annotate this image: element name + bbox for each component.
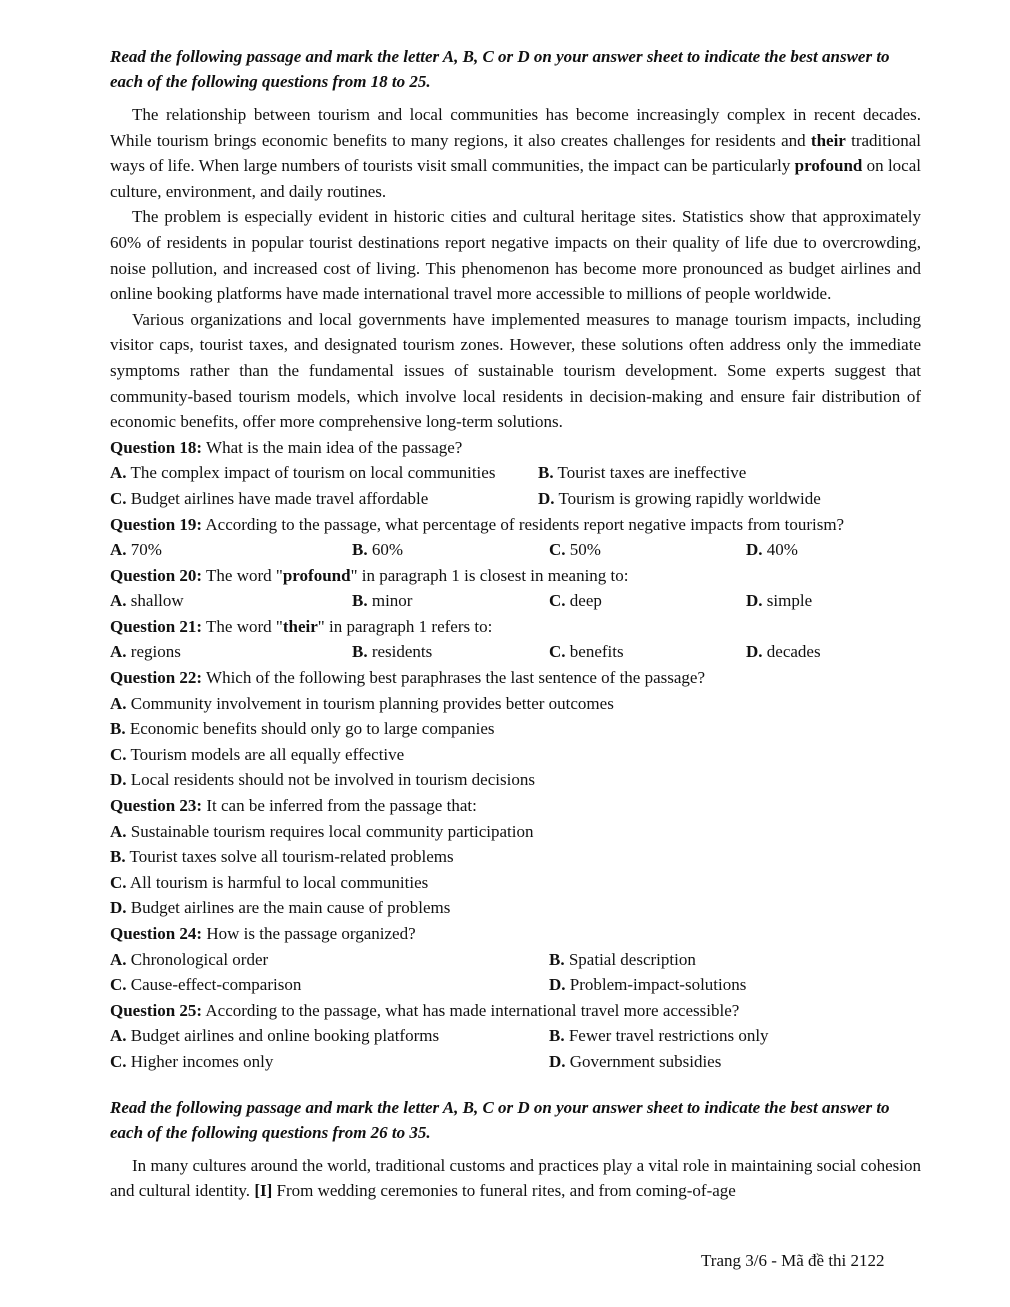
options-row <box>110 767 921 793</box>
question-text: According to the passage, what has made international travel more accessible? <box>202 1000 740 1020</box>
option-d[interactable]: D. Government subsidies <box>549 1051 722 1071</box>
options-row <box>110 895 921 921</box>
option-a[interactable]: A. Chronological order <box>110 949 269 969</box>
passage-2-paragraph-1 <box>110 1153 921 1204</box>
options-row <box>110 460 921 486</box>
passage-paragraph-3: Various organizations and local governments have implemented measures to manage tourism impacts, including visitor caps, tourist taxes, and designated tourism zones. However, these solutions often address only the immediate symptoms rather than the fundamental issues of sustainable tourism development. Some experts suggest that community-based tourism models, which involve local residents in decision-making and ensure fair distribution of economic benefits, offer more comprehensive long-term solutions. <box>110 309 921 432</box>
section-instruction-2: Read the following passage and mark the letter A, B, C or D on your answer sheet to indicate the best answer to each of the following questions from 26 to 35. <box>110 1097 890 1142</box>
option-a[interactable]: A. 70% <box>110 540 162 560</box>
option-b[interactable]: B. residents <box>352 642 433 662</box>
option-b[interactable]: B. Tourist taxes are ineffective <box>538 463 747 483</box>
question-label: Question 21: <box>110 616 203 636</box>
paragraph-text: In many cultures around the world, traditional customs and practices play a vital role in maintaining social cohesion and cultural identity. <box>110 1155 921 1201</box>
paragraph-text: From wedding ceremonies to funeral rites, and from coming-of-age <box>272 1181 736 1201</box>
question-19 <box>110 512 921 538</box>
question-text: How is the passage organized? <box>202 924 416 943</box>
question-label: Question 20: <box>110 565 203 585</box>
option-a[interactable]: A. Community involvement in tourism planning provides better outcomes <box>110 693 614 713</box>
question-18 <box>110 435 921 461</box>
paragraph-text: on local culture, environment, and daily routines. <box>110 156 921 201</box>
options-row <box>110 639 921 665</box>
options-row <box>110 1049 921 1075</box>
option-b[interactable]: B. Economic benefits should only go to large companies <box>110 719 495 739</box>
option-b[interactable]: B. Spatial description <box>549 949 696 969</box>
question-22 <box>110 665 921 691</box>
question-20: Question 20: The word "profound" in paragraph 1 is closest in meaning to: <box>110 565 629 585</box>
highlighted-word-profound: profound <box>794 156 863 176</box>
options-row <box>110 1023 921 1049</box>
question-label: Question 25: <box>110 1000 203 1020</box>
question-text: According to the passage, what percentage of residents report negative impacts from tourism? <box>202 514 845 534</box>
insertion-marker: [I] <box>254 1181 273 1201</box>
exam-page <box>110 44 921 1204</box>
option-c[interactable]: C. Tourism models are all equally effective <box>110 744 405 764</box>
option-b[interactable]: B. Fewer travel restrictions only <box>549 1026 769 1046</box>
passage-paragraph-2: The problem is especially evident in historic cities and cultural heritage sites. Statistics show that approximately 60% of residents in popular tourist destinations report negative impacts on their quality of life due to overcrowding, noise pollution, and increased cost of living. This phenomenon has become more pronounced as budget airlines and online booking platforms have made international travel more accessible to millions of people worldwide. <box>110 207 921 304</box>
question-label: Question 22: <box>110 668 203 688</box>
option-c[interactable]: C. deep <box>549 591 602 611</box>
options-row <box>110 947 921 973</box>
option-b[interactable]: B. 60% <box>352 540 404 560</box>
target-word: their <box>282 616 318 636</box>
question-23 <box>110 793 921 819</box>
option-a[interactable]: A. Budget airlines and online booking platforms <box>110 1026 440 1046</box>
target-word: profound <box>282 565 351 585</box>
option-c[interactable]: C. 50% <box>549 540 601 560</box>
option-c[interactable]: C. Budget airlines have made travel affordable <box>110 488 429 508</box>
reading-passage-2 <box>110 1153 921 1204</box>
option-c[interactable]: C. Higher incomes only <box>110 1051 274 1071</box>
option-d[interactable]: D. Problem-impact-solutions <box>549 975 747 995</box>
option-a[interactable]: A. Sustainable tourism requires local community participation <box>110 821 534 841</box>
option-d[interactable]: D. 40% <box>746 540 798 560</box>
option-b[interactable]: B. Tourist taxes solve all tourism-related problems <box>110 847 454 867</box>
question-text: What is the main idea of the passage? <box>202 437 463 457</box>
question-25 <box>110 998 921 1024</box>
option-b[interactable]: B. minor <box>352 591 413 611</box>
option-d[interactable]: D. decades <box>746 642 821 662</box>
section-instruction: Read the following passage and mark the letter A, B, C or D on your answer sheet to indicate the best answer to each of the following questions from 18 to 25. <box>110 47 890 91</box>
options-row <box>110 716 921 742</box>
options-row <box>110 691 921 717</box>
question-label: Question 24: <box>110 924 203 943</box>
option-a[interactable]: A. shallow <box>110 591 184 611</box>
options-row <box>110 844 921 870</box>
highlighted-word-their: their <box>810 130 846 150</box>
question-text: Which of the following best paraphrases the last sentence of the passage? <box>202 668 705 688</box>
option-a[interactable]: A. The complex impact of tourism on local communities <box>110 463 496 483</box>
section-gap <box>110 1075 921 1095</box>
paragraph-text: The relationship between tourism and local communities has become increasingly complex in recent decades. While tourism brings economic benefits to many regions, it also creates challenges for residents and <box>110 105 921 150</box>
question-24 <box>110 921 921 947</box>
question-label: Question 23: <box>110 796 203 816</box>
question-text: It can be inferred from the passage that: <box>202 796 477 816</box>
page-footer: Trang 3/6 - Mã đề thi 2122 <box>701 1251 885 1270</box>
option-c[interactable]: C. All tourism is harmful to local communities <box>110 872 429 892</box>
options-row <box>110 972 921 998</box>
options-row <box>110 870 921 896</box>
option-d[interactable]: D. Local residents should not be involved in tourism decisions <box>110 770 535 790</box>
option-a[interactable]: A. regions <box>110 642 181 662</box>
question-label: Question 19: <box>110 514 203 534</box>
options-row <box>110 819 921 845</box>
paragraph-text: traditional ways of life. When large numbers of tourists visit small communities, the impact can be particularly <box>110 130 921 176</box>
option-c[interactable]: C. benefits <box>549 642 624 662</box>
options-row <box>110 486 921 512</box>
passage-paragraph-1 <box>110 102 921 204</box>
options-row <box>110 588 921 614</box>
question-21: Question 21: The word "their" in paragraph 1 refers to: <box>110 616 493 636</box>
option-d[interactable]: D. Tourism is growing rapidly worldwide <box>538 488 821 508</box>
option-d[interactable]: D. Budget airlines are the main cause of problems <box>110 898 451 918</box>
options-row <box>110 537 921 563</box>
option-d[interactable]: D. simple <box>746 591 813 611</box>
option-c[interactable]: C. Cause-effect-comparison <box>110 975 302 995</box>
question-label: Question 18: <box>110 437 203 457</box>
reading-passage <box>110 102 921 435</box>
options-row <box>110 742 921 768</box>
